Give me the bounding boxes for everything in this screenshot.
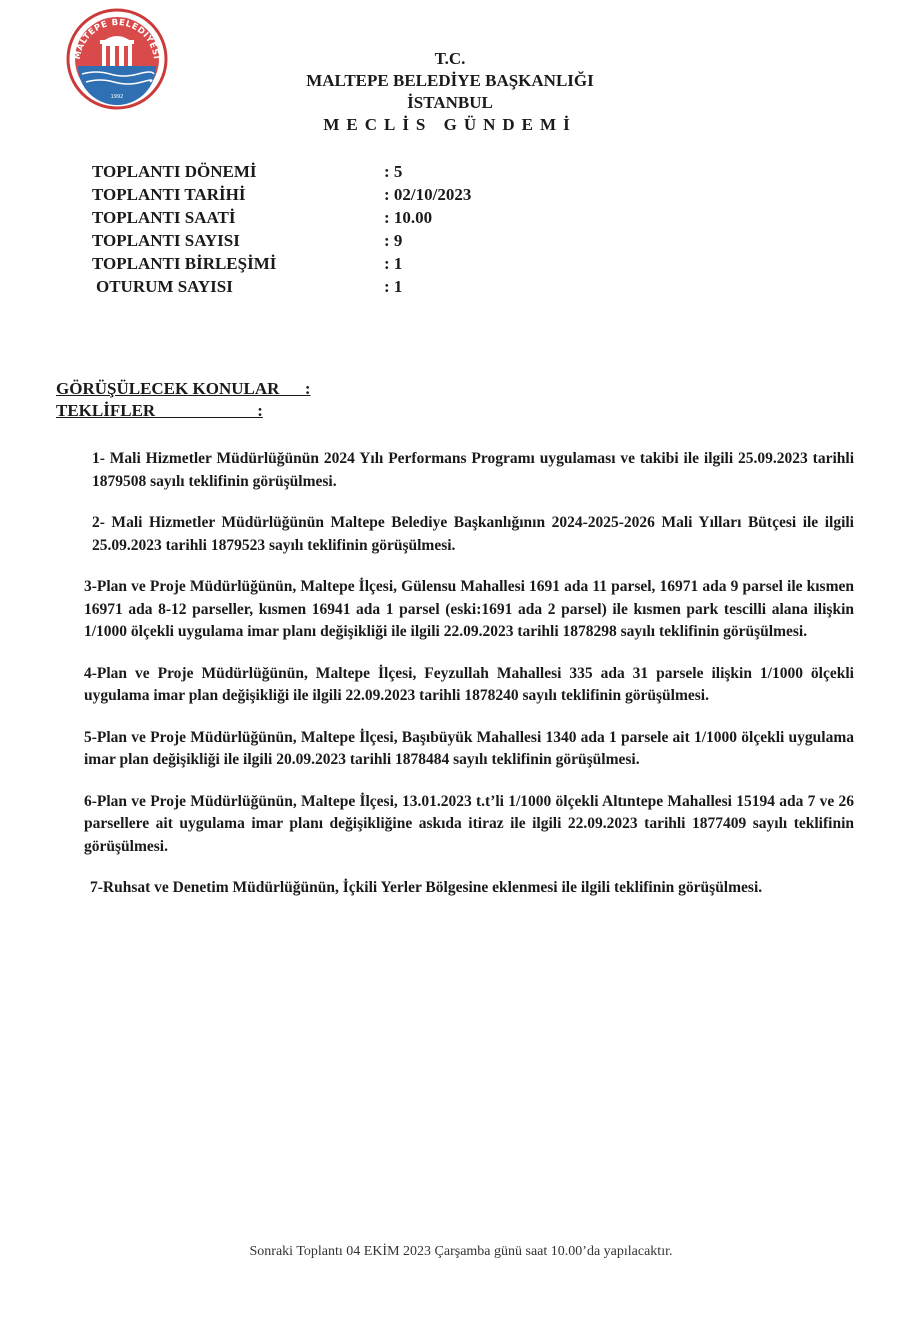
agenda-item-text: 4-Plan ve Proje Müdürlüğünün, Maltepe İlçesi, Feyzullah Mahallesi 335 ada 31 parsele ilişkin 1/1000 ölçekli uygulama imar plan değişikliği ile ilgili 22.09.2023 tarihli 1878240 sayılı teklifinin görüşülmesi. — [84, 664, 854, 704]
meta-value: : 10.00 — [384, 208, 433, 227]
meta-label: TOPLANTI BİRLEŞİMİ — [92, 254, 277, 273]
meta-value: : 1 — [384, 277, 403, 296]
agenda-item — [84, 727, 854, 772]
agenda-item-text: 6-Plan ve Proje Müdürlüğünün, Maltepe İlçesi, 13.01.2023 t.t’li 1/1000 ölçekli Altıntepe Mahallesi 15194 ada 7 ve 26 parsellere ait uygulama imar planı değişikliğine askıda itiraz ile ilgili 22.09.2023 tarihli 1877409 sayılı teklifinin görüşülmesi. — [84, 792, 854, 855]
meta-value: : 1 — [384, 254, 403, 273]
agenda-items — [84, 448, 854, 919]
meta-label: OTURUM SAYISI — [96, 277, 233, 296]
agenda-item-text: 3-Plan ve Proje Müdürlüğünün, Maltepe İlçesi, Gülensu Mahallesi 1691 ada 11 parsel, 16971 ada 9 parsel ile kısmen 16971 ada 8-12 parseller, kısmen 16941 ada 1 parsel (eski:1691 ada 2 parsel) ile kısmen park tescilli alana ilişkin 1/1000 ölçekli uygulama imar planı değişikliği ile ilgili 22.09.2023 tarihli 1878298 sayılı teklifinin görüşülmesi. — [84, 578, 854, 640]
header-tc: T.C. — [434, 49, 466, 68]
topics-heading: GÖRÜŞÜLECEK KONULAR : — [56, 379, 311, 398]
header-municipality: MALTEPE BELEDİYE BAŞKANLIĞI — [306, 71, 594, 90]
proposals-heading: TEKLİFLER : — [56, 401, 263, 420]
meta-value: : 02/10/2023 — [384, 185, 472, 204]
agenda-item-text: 5-Plan ve Proje Müdürlüğünün, Maltepe İlçesi, Başıbüyük Mahallesi 1340 ada 1 parsele ait 1/1000 ölçekli uygulama imar plan değişikliği ile ilgili 20.09.2023 tarihli 1878484 sayılı teklifinin görüşülmesi. — [84, 728, 854, 768]
document-header — [230, 48, 670, 136]
agenda-item-text: 7-Ruhsat ve Denetim Müdürlüğünün, İçkili Yerler Bölgesine eklenmesi ile ilgili teklifinin görüşülmesi. — [90, 879, 763, 896]
next-meeting-note: Sonraki Toplantı 04 EKİM 2023 Çarşamba günü saat 10.00’da yapılacaktır. — [249, 1244, 673, 1259]
maltepe-belediyesi-logo — [66, 8, 168, 110]
meta-value: : 5 — [384, 162, 403, 181]
agenda-section-heading — [56, 378, 311, 422]
agenda-item — [84, 576, 854, 644]
meta-label: TOPLANTI SAATİ — [92, 208, 236, 227]
meta-label: TOPLANTI SAYISI — [92, 231, 240, 250]
header-agenda-title: MECLİS GÜNDEMİ — [323, 115, 577, 134]
svg-text:MALTEPE BELEDİYESİ: MALTEPE BELEDİYESİ — [72, 17, 161, 61]
agenda-item — [84, 877, 854, 900]
svg-text:1992: 1992 — [110, 94, 124, 100]
agenda-item — [84, 512, 854, 557]
meta-value: : 9 — [384, 231, 403, 250]
agenda-item — [84, 663, 854, 708]
meta-label: TOPLANTI TARİHİ — [92, 185, 246, 204]
meta-label: TOPLANTI DÖNEMİ — [92, 162, 257, 181]
header-city: İSTANBUL — [407, 93, 493, 112]
agenda-item-text: 1- Mali Hizmetler Müdürlüğünün 2024 Yılı Performans Programı uygulaması ve takibi ile ilgili 25.09.2023 tarihli 1879508 sayılı teklifinin görüşülmesi. — [92, 450, 854, 490]
agenda-item — [84, 791, 854, 859]
agenda-item-text: 2- Mali Hizmetler Müdürlüğünün Maltepe Belediye Başkanlığının 2024-2025-2026 Mali Yılları Bütçesi ile ilgili 25.09.2023 tarihli 1879523 sayılı teklifinin görüşülmesi. — [92, 514, 854, 554]
agenda-item — [84, 448, 854, 493]
